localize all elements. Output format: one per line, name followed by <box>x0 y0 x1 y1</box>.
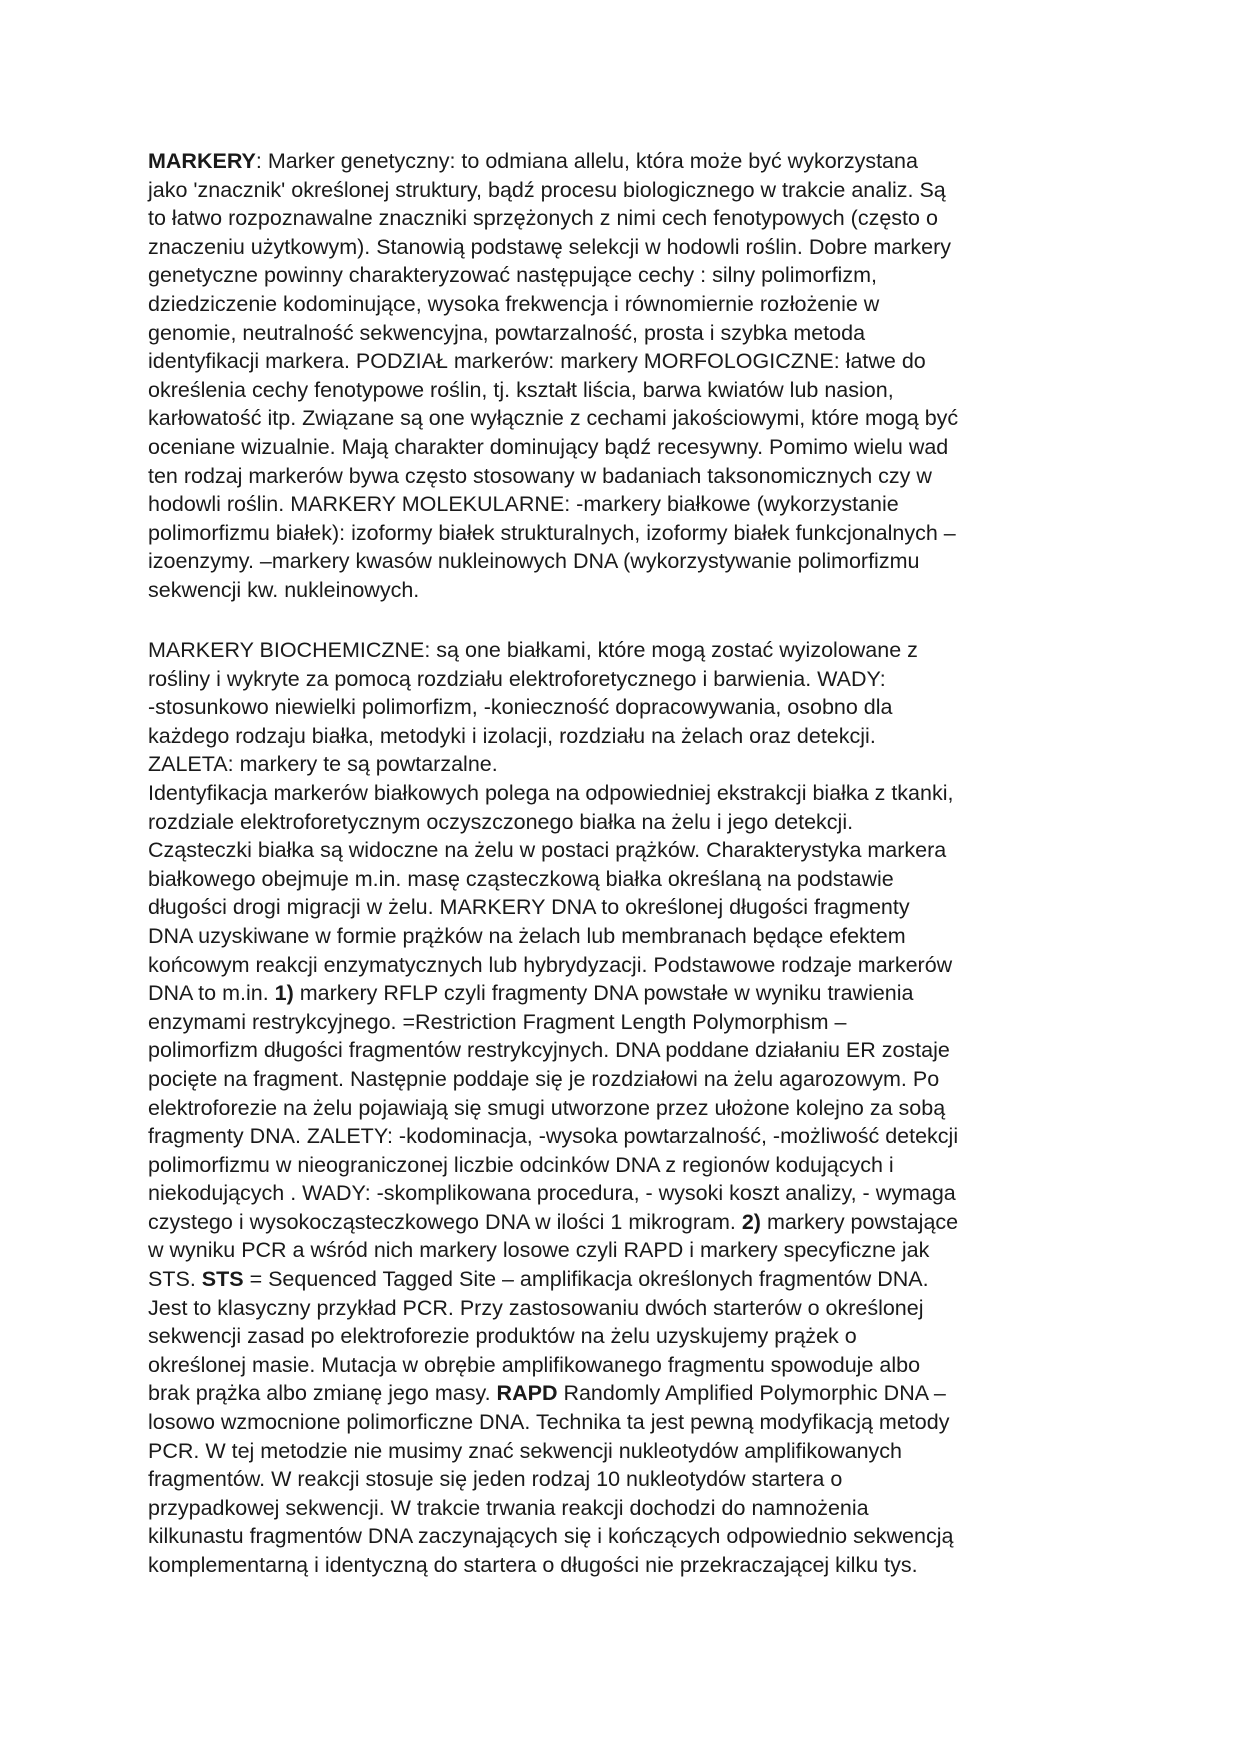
text-line: enzymami restrykcyjnego. =Restriction Fragment Length Polymorphism – <box>148 1009 847 1034</box>
bold-term: 1) <box>274 981 294 1006</box>
bold-term: RAPD <box>496 1381 558 1406</box>
text-line: losowo wzmocnione polimorficzne DNA. Technika ta jest pewną modyfikacją metody <box>148 1410 950 1435</box>
text-line: MARKERY: Marker genetyczny: to odmiana allelu, która może być wykorzystana <box>148 149 918 173</box>
bold-term: 2) <box>741 1209 761 1234</box>
text-line: fragmentów. W reakcji stosuje się jeden rodzaj 10 nukleotydów startera o <box>148 1467 843 1492</box>
text-line: dziedziczenie kodominujące, wysoka frekwencja i równomiernie rozłożenie w <box>148 291 880 316</box>
text-line: niekodujących . WADY: -skomplikowana procedura, - wysoki koszt analizy, - wymaga <box>148 1181 956 1206</box>
bold-term: STS <box>201 1267 244 1292</box>
paragraph-markery <box>148 147 1088 605</box>
text-line: kilkunastu fragmentów DNA zaczynających się i kończących odpowiednio sekwencją <box>148 1524 954 1549</box>
text-line: elektroforezie na żelu pojawiają się smugi utworzone przez ułożone kolejno za sobą <box>148 1095 946 1120</box>
text-line: każdego rodzaju białka, metodyki i izolacji, rozdziału na żelach oraz detekcji. <box>148 723 876 748</box>
text-line: białkowego obejmuje m.in. masę cząsteczkową białka określaną na podstawie <box>148 866 894 891</box>
paragraph-markery-biochemiczne <box>148 636 1088 1580</box>
text-line: karłowatość itp. Związane są one wyłącznie z cechami jakościowymi, które mogą być <box>148 406 959 431</box>
text-line: pocięte na fragment. Następnie poddaje się je rozdziałowi na żelu agarozowym. Po <box>148 1066 940 1091</box>
text-line: sekwencji kw. nukleinowych. <box>148 577 420 602</box>
text-line: -stosunkowo niewielki polimorfizm, -konieczność dopracowywania, osobno dla <box>148 695 893 720</box>
text-line: rozdziale elektroforetycznym oczyszczonego białka na żelu i jego detekcji. <box>148 809 854 834</box>
text-line: Identyfikacja markerów białkowych polega na odpowiedniej ekstrakcji białka z tkanki, <box>148 780 954 805</box>
text-line: rośliny i wykryte za pomocą rozdziału elektroforetycznego i barwienia. WADY: <box>148 666 886 691</box>
text-line: jako 'znacznik' określonej struktury, bądź procesu biologicznego w trakcie analiz. Są <box>148 177 946 202</box>
text-line: fragmenty DNA. ZALETY: -kodominacja, -wysoka powtarzalność, -możliwość detekcji <box>148 1124 959 1149</box>
text-line: PCR. W tej metodzie nie musimy znać sekwencji nukleotydów amplifikowanych <box>148 1438 902 1463</box>
text-line: polimorfizmu białek): izoformy białek strukturalnych, izoformy białek funkcjonalnych – <box>148 520 956 545</box>
text-line: ten rodzaj markerów bywa często stosowany w badaniach taksonomicznych czy w <box>148 463 932 488</box>
text-line: czystego i wysokocząsteczkowego DNA w ilości 1 mikrogram. 2) markery powstające <box>148 1209 959 1234</box>
text-line: to łatwo rozpoznawalne znaczniki sprzężonych z nimi cech fenotypowych (często o <box>148 206 938 231</box>
text-line: DNA uzyskiwane w formie prążków na żelach lub membranach będące efektem <box>148 923 906 948</box>
text-line: Cząsteczki białka są widoczne na żelu w postaci prążków. Charakterystyka markera <box>148 838 947 863</box>
text-line: końcowym reakcji enzymatycznych lub hybrydyzacji. Podstawowe rodzaje markerów <box>148 952 953 977</box>
text-line: brak prążka albo zmianę jego masy. RAPD Randomly Amplified Polymorphic DNA – <box>148 1381 946 1406</box>
text-line: genomie, neutralność sekwencyjna, powtarzalność, prosta i szybka metoda <box>148 320 866 345</box>
text-line: izoenzymy. –markery kwasów nukleinowych DNA (wykorzystywanie polimorfizmu <box>148 549 920 574</box>
text-line: określenia cechy fenotypowe roślin, tj. kształt liścia, barwa kwiatów lub nasion, <box>148 377 894 402</box>
text-line: sekwencji zasad po elektroforezie produktów na żelu uzyskujemy prążek o <box>148 1324 857 1349</box>
text-line: polimorfizm długości fragmentów restrykcyjnych. DNA poddane działaniu ER zostaje <box>148 1038 950 1063</box>
text-line: ZALETA: markery te są powtarzalne. <box>148 752 498 777</box>
text-line: komplementarną i identyczną do startera o długości nie przekraczającej kilku tys. <box>148 1553 918 1577</box>
text-line: genetyczne powinny charakteryzować następujące cechy : silny polimorfizm, <box>148 263 877 288</box>
text-line: STS. STS = Sequenced Tagged Site – amplifikacja określonych fragmentów DNA. <box>148 1267 929 1292</box>
bold-term: MARKERY <box>148 149 256 173</box>
text-line: Jest to klasyczny przykład PCR. Przy zastosowaniu dwóch starterów o określonej <box>148 1295 924 1320</box>
text-line: polimorfizmu w nieograniczonej liczbie odcinków DNA z regionów kodujących i <box>148 1152 894 1177</box>
text-line: znaczeniu użytkowym). Stanowią podstawę selekcji w hodowli roślin. Dobre markery <box>148 234 951 259</box>
text-line: w wyniku PCR a wśród nich markery losowe czyli RAPD i markery specyficzne jak <box>148 1238 930 1263</box>
text-line: oceniane wizualnie. Mają charakter dominujący bądź recesywny. Pomimo wielu wad <box>148 434 949 459</box>
text-line: przypadkowej sekwencji. W trakcie trwania reakcji dochodzi do namnożenia <box>148 1495 869 1520</box>
text-line: hodowli roślin. MARKERY MOLEKULARNE: -markery białkowe (wykorzystanie <box>148 492 899 517</box>
text-line: długości drogi migracji w żelu. MARKERY DNA to określonej długości fragmenty <box>148 895 910 920</box>
text-line: DNA to m.in. 1) markery RFLP czyli fragmenty DNA powstałe w wyniku trawienia <box>148 981 914 1006</box>
text-line: określonej masie. Mutacja w obrębie amplifikowanego fragmentu spowoduje albo <box>148 1352 921 1377</box>
text-line: identyfikacji markera. PODZIAŁ markerów: markery MORFOLOGICZNE: łatwe do <box>148 349 926 374</box>
text-line: MARKERY BIOCHEMICZNE: są one białkami, które mogą zostać wyizolowane z <box>148 638 918 662</box>
